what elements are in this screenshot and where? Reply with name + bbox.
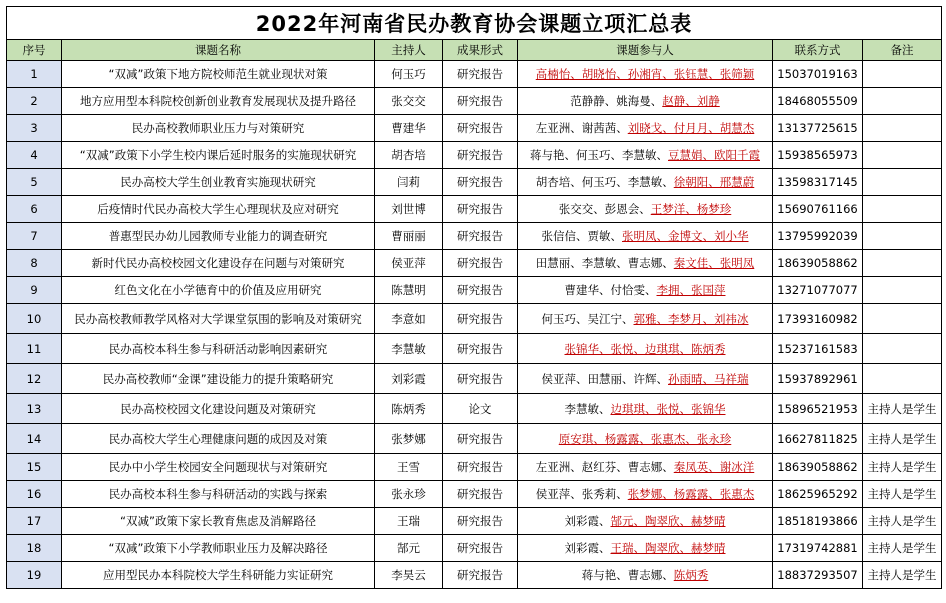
header-host: 主持人: [375, 40, 443, 61]
note-cell: [863, 88, 942, 115]
row-number: 16: [7, 481, 62, 508]
host-cell: 陈慧明: [375, 277, 443, 304]
host-cell: 陈炳秀: [375, 394, 443, 424]
table-row: [7, 334, 942, 364]
table-body: [7, 61, 942, 589]
host-cell: 曹建华: [375, 115, 443, 142]
participants-cell: [518, 364, 773, 394]
host-cell: 何玉巧: [375, 61, 443, 88]
participants-students: 赵静、刘静: [662, 94, 720, 108]
note-cell: 主持人是学生: [863, 535, 942, 562]
sheet-title: 2022年河南省民办教育协会课题立项汇总表: [7, 7, 942, 40]
row-number: 7: [7, 223, 62, 250]
form-cell: 研究报告: [443, 508, 518, 535]
host-cell: 刘彩霞: [375, 364, 443, 394]
contact-cell: 13795992039: [773, 223, 863, 250]
host-cell: 郜元: [375, 535, 443, 562]
host-cell: 李慧敏: [375, 334, 443, 364]
contact-cell: 15896521953: [773, 394, 863, 424]
participants-black: 左亚洲、谢茜茜、: [535, 121, 628, 135]
participants-cell: [518, 169, 773, 196]
topic-cell: “双减”政策下家长教育焦虑及消解路径: [62, 508, 375, 535]
contact-cell: 13271077077: [773, 277, 863, 304]
table-row: [7, 424, 942, 454]
table-row: [7, 481, 942, 508]
note-cell: [863, 196, 942, 223]
header-contact: 联系方式: [773, 40, 863, 61]
contact-cell: 13137725615: [773, 115, 863, 142]
contact-cell: 18639058862: [773, 250, 863, 277]
participants-cell: [518, 394, 773, 424]
note-cell: [863, 61, 942, 88]
topic-cell: 后疫情时代民办高校大学生心理现状及应对研究: [62, 196, 375, 223]
row-number: 13: [7, 394, 62, 424]
row-number: 1: [7, 61, 62, 88]
participants-students: 孙雨晴、马祥瑞: [668, 371, 749, 386]
note-cell: [863, 277, 942, 304]
contact-cell: 18468055509: [773, 88, 863, 115]
row-number: 6: [7, 196, 62, 223]
row-number: 2: [7, 88, 62, 115]
contact-cell: 18639058862: [773, 454, 863, 481]
topic-cell: “双减”政策下小学生校内课后延时服务的实施现状研究: [62, 142, 375, 169]
participants-cell: [518, 508, 773, 535]
row-number: 8: [7, 250, 62, 277]
header-topic: 课题名称: [62, 40, 375, 61]
participants-students: 张明凤、金博文、刘小华: [622, 229, 749, 243]
row-number: 12: [7, 364, 62, 394]
topic-cell: 民办高校本科生参与科研活动的实践与探索: [62, 481, 375, 508]
project-table: [6, 6, 942, 589]
table-row: [7, 223, 942, 250]
participants-students: 秦凤英、谢冰洋: [673, 460, 755, 474]
participants-cell: [518, 481, 773, 508]
table-row: [7, 562, 942, 589]
host-cell: 张永珍: [375, 481, 443, 508]
participants-students: 刘晓戈、付月月、胡慧杰: [627, 121, 755, 135]
contact-cell: 15938565973: [773, 142, 863, 169]
host-cell: 李昊云: [375, 562, 443, 589]
form-cell: 研究报告: [443, 535, 518, 562]
row-number: 19: [7, 562, 62, 589]
participants-cell: [518, 535, 773, 562]
note-cell: [863, 334, 942, 364]
note-cell: [863, 250, 942, 277]
note-cell: [863, 304, 942, 334]
table-row: [7, 196, 942, 223]
participants-students: 李拥、张国萍: [656, 283, 726, 297]
header-no: 序号: [7, 40, 62, 61]
row-number: 4: [7, 142, 62, 169]
topic-cell: 民办高校大学生心理健康问题的成因及对策: [62, 424, 375, 454]
participants-black: 范静静、姚海曼、: [570, 94, 663, 108]
contact-cell: 18625965292: [773, 481, 863, 508]
host-cell: 李意如: [375, 304, 443, 334]
topic-cell: 地方应用型本科院校创新创业教育发展现状及提升路径: [62, 88, 375, 115]
participants-cell: [518, 115, 773, 142]
note-cell: [863, 223, 942, 250]
contact-cell: 13598317145: [773, 169, 863, 196]
row-number: 18: [7, 535, 62, 562]
header-row: [7, 40, 942, 61]
participants-black: 左亚洲、赵红芬、曹志娜、: [535, 460, 674, 474]
contact-cell: 16627811825: [773, 424, 863, 454]
row-number: 14: [7, 424, 62, 454]
table-row: [7, 394, 942, 424]
participants-black: 刘彩霞、: [564, 514, 611, 528]
header-participants: 课题参与人: [518, 40, 773, 61]
host-cell: 王瑞: [375, 508, 443, 535]
participants-cell: [518, 277, 773, 304]
topic-cell: 民办高校校园文化建设问题及对策研究: [62, 394, 375, 424]
table-row: [7, 277, 942, 304]
participants-cell: [518, 454, 773, 481]
table-row: [7, 454, 942, 481]
topic-cell: “双减”政策下地方院校师范生就业现状对策: [62, 61, 375, 88]
topic-cell: 民办高校本科生参与科研活动影响因素研究: [62, 334, 375, 364]
form-cell: 研究报告: [443, 196, 518, 223]
spreadsheet: [6, 6, 941, 589]
note-cell: 主持人是学生: [863, 481, 942, 508]
host-cell: 胡杏培: [375, 142, 443, 169]
row-number: 10: [7, 304, 62, 334]
form-cell: 研究报告: [443, 334, 518, 364]
note-cell: 主持人是学生: [863, 394, 942, 424]
form-cell: 研究报告: [443, 61, 518, 88]
form-cell: 论文: [443, 394, 518, 424]
participants-students: 郭雅、李梦月、刘祎冰: [633, 311, 749, 326]
note-cell: [863, 115, 942, 142]
participants-cell: [518, 424, 773, 454]
table-row: [7, 142, 942, 169]
note-cell: 主持人是学生: [863, 424, 942, 454]
table-row: [7, 61, 942, 88]
participants-students: 原安琪、杨露露、张惠杰、张永珍: [558, 431, 732, 446]
topic-cell: 民办高校大学生创业教育实施现状研究: [62, 169, 375, 196]
topic-cell: “双减”政策下小学教师职业压力及解决路径: [62, 535, 375, 562]
header-form: 成果形式: [443, 40, 518, 61]
form-cell: 研究报告: [443, 424, 518, 454]
participants-students: 王瑞、陶翠欣、赫梦晴: [610, 541, 726, 555]
participants-cell: [518, 196, 773, 223]
topic-cell: 民办高校教师“金课”建设能力的提升策略研究: [62, 364, 375, 394]
participants-cell: [518, 334, 773, 364]
row-number: 5: [7, 169, 62, 196]
note-cell: [863, 142, 942, 169]
participants-cell: [518, 61, 773, 88]
table-row: [7, 364, 942, 394]
participants-students: 豆慧娟、欧阳千霞: [668, 148, 760, 162]
table-row: [7, 169, 942, 196]
participants-students: 高楠怡、胡晓怡、孙湘宵、张钰慧、张筛颖: [535, 67, 755, 81]
participants-students: 秦文佳、张明凤: [673, 256, 755, 270]
header-note: 备注: [863, 40, 942, 61]
participants-black: 蒋与艳、何玉巧、李慧敏、: [530, 148, 668, 162]
participants-students: 郜元、陶翠欣、赫梦晴: [610, 514, 726, 528]
form-cell: 研究报告: [443, 169, 518, 196]
contact-cell: 17393160982: [773, 304, 863, 334]
note-cell: [863, 169, 942, 196]
contact-cell: 18837293507: [773, 562, 863, 589]
host-cell: 曹丽丽: [375, 223, 443, 250]
participants-black: 侯亚萍、田慧丽、许辉、: [541, 371, 668, 386]
contact-cell: 15237161583: [773, 334, 863, 364]
contact-cell: 18518193866: [773, 508, 863, 535]
participants-cell: [518, 88, 773, 115]
form-cell: 研究报告: [443, 142, 518, 169]
contact-cell: 15937892961: [773, 364, 863, 394]
participants-cell: [518, 223, 773, 250]
participants-students: 边琪琪、张悦、张锦华: [610, 401, 726, 416]
participants-black: 张信信、贾敏、: [541, 229, 622, 243]
topic-cell: 民办高校教师职业压力与对策研究: [62, 115, 375, 142]
contact-cell: 15037019163: [773, 61, 863, 88]
form-cell: 研究报告: [443, 304, 518, 334]
participants-students: 张梦娜、杨露露、张惠杰: [627, 487, 755, 501]
topic-cell: 民办高校教师教学风格对大学课堂氛围的影响及对策研究: [62, 304, 375, 334]
note-cell: 主持人是学生: [863, 562, 942, 589]
participants-cell: [518, 142, 773, 169]
participants-students: 王梦洋、杨梦珍: [650, 202, 732, 216]
participants-black: 张交交、彭恩会、: [558, 202, 651, 216]
host-cell: 闫莉: [375, 169, 443, 196]
topic-cell: 红色文化在小学德育中的价值及应用研究: [62, 277, 375, 304]
form-cell: 研究报告: [443, 115, 518, 142]
table-row: [7, 304, 942, 334]
form-cell: 研究报告: [443, 223, 518, 250]
form-cell: 研究报告: [443, 250, 518, 277]
form-cell: 研究报告: [443, 277, 518, 304]
host-cell: 张交交: [375, 88, 443, 115]
participants-cell: [518, 250, 773, 277]
participants-black: 蒋与艳、曹志娜、: [581, 568, 674, 582]
note-cell: 主持人是学生: [863, 508, 942, 535]
topic-cell: 民办中小学生校园安全问题现状与对策研究: [62, 454, 375, 481]
row-number: 17: [7, 508, 62, 535]
note-cell: [863, 364, 942, 394]
participants-students: 徐朝阳、邢慧蔚: [673, 175, 755, 189]
form-cell: 研究报告: [443, 364, 518, 394]
host-cell: 侯亚萍: [375, 250, 443, 277]
participants-black: 曹建华、付恰雯、: [564, 283, 657, 297]
topic-cell: 普惠型民办幼儿园教师专业能力的调查研究: [62, 223, 375, 250]
participants-black: 侯亚萍、张秀莉、: [535, 487, 628, 501]
topic-cell: 应用型民办本科院校大学生科研能力实证研究: [62, 562, 375, 589]
row-number: 15: [7, 454, 62, 481]
form-cell: 研究报告: [443, 562, 518, 589]
participants-black: 胡杏培、何玉巧、李慧敏、: [535, 175, 674, 189]
participants-cell: [518, 562, 773, 589]
participants-black: 何玉巧、吴江宁、: [541, 311, 634, 326]
participants-black: 刘彩霞、: [564, 541, 611, 555]
host-cell: 刘世博: [375, 196, 443, 223]
row-number: 9: [7, 277, 62, 304]
table-row: [7, 508, 942, 535]
host-cell: 张梦娜: [375, 424, 443, 454]
row-number: 3: [7, 115, 62, 142]
form-cell: 研究报告: [443, 481, 518, 508]
contact-cell: 15690761166: [773, 196, 863, 223]
participants-black: 田慧丽、李慧敏、曹志娜、: [535, 256, 674, 270]
table-row: [7, 250, 942, 277]
form-cell: 研究报告: [443, 88, 518, 115]
form-cell: 研究报告: [443, 454, 518, 481]
table-row: [7, 88, 942, 115]
topic-cell: 新时代民办高校校园文化建设存在问题与对策研究: [62, 250, 375, 277]
participants-students: 张锦华、张悦、边琪琪、陈炳秀: [564, 341, 726, 356]
note-cell: 主持人是学生: [863, 454, 942, 481]
host-cell: 王雪: [375, 454, 443, 481]
table-row: [7, 535, 942, 562]
row-number: 11: [7, 334, 62, 364]
contact-cell: 17319742881: [773, 535, 863, 562]
participants-cell: [518, 304, 773, 334]
participants-black: 李慧敏、: [564, 401, 611, 416]
participants-students: 陈炳秀: [673, 568, 709, 582]
table-row: [7, 115, 942, 142]
